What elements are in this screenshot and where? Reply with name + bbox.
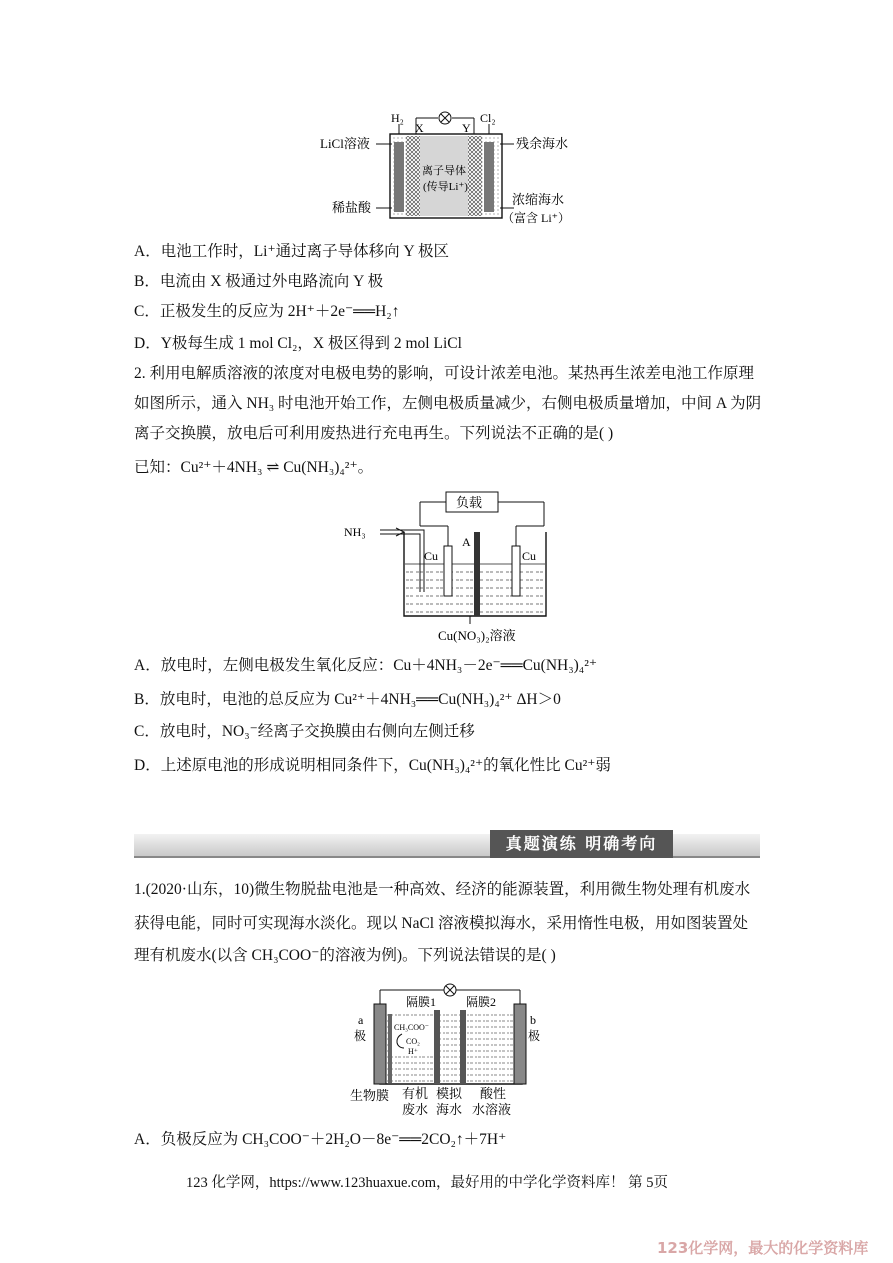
fig3-b1: b bbox=[530, 1013, 536, 1027]
q2-stem-2: 如图所示，通入 NH₃ 时电池开始工作，左侧电极质量减少，右侧电极质量增加，中间 A 为阴 bbox=[134, 395, 762, 412]
fig2-nh3: NH₃ bbox=[344, 525, 366, 539]
fig3-membrane2: 隔膜2 bbox=[466, 995, 497, 1009]
fig1-conductor2: (传导Li⁺) bbox=[423, 181, 468, 193]
q2-option-c: C．放电时，NO₃⁻经离子交换膜由右侧向左侧迁移 bbox=[134, 723, 475, 740]
fig3-co2: CO₂ bbox=[406, 1037, 420, 1046]
fig3-biofilm: 生物膜 bbox=[350, 1088, 390, 1103]
q1-option-c: C．正极发生的反应为 2H⁺＋2e⁻══H₂↑ bbox=[134, 303, 400, 320]
fig3-hplus: H⁺ bbox=[408, 1047, 418, 1056]
fig3-b2: 极 bbox=[528, 1029, 541, 1043]
watermark: 123化学网，最大的化学资料库 bbox=[657, 1239, 869, 1257]
q1-option-d: D．Y极每生成 1 mol Cl₂，X 极区得到 2 mol LiCl bbox=[134, 335, 462, 352]
section-banner bbox=[134, 830, 760, 860]
fig3-a2: 极 bbox=[354, 1029, 367, 1043]
q3-stem-3: 理有机废水(以含 CH₃COO⁻的溶液为例)。下列说法错误的是( ) bbox=[134, 947, 556, 964]
q3-option-a: A．负极反应为 CH₃COO⁻＋2H₂O－8e⁻══2CO₂↑＋7H⁺ bbox=[134, 1131, 507, 1148]
figure-lithium-cell bbox=[316, 108, 586, 228]
fig1-x: X bbox=[415, 121, 424, 135]
fig2-load: 负载 bbox=[456, 495, 483, 510]
fig1-y: Y bbox=[462, 121, 471, 135]
fig2-a: A bbox=[462, 535, 471, 549]
q3-stem-1: 1.(2020·山东，10)微生物脱盐电池是一种高效、经济的能源装置，利用微生物处理有机废水 bbox=[134, 881, 751, 898]
q1-option-b: B．电流由 X 极通过外电路流向 Y 极 bbox=[134, 273, 384, 290]
fig2-solution: Cu(NO₃)₂溶液 bbox=[438, 628, 516, 643]
fig3-ch3coo: CH₃COO⁻ bbox=[394, 1023, 430, 1032]
section-title: 真题演练 明确考向 bbox=[490, 830, 673, 858]
fig3-organic1: 有机 bbox=[402, 1086, 429, 1101]
fig2-cu-right: Cu bbox=[522, 549, 537, 563]
fig1-hcl: 稀盐酸 bbox=[332, 200, 372, 215]
fig3-organic2: 废水 bbox=[402, 1102, 429, 1117]
fig1-h2: H₂ bbox=[391, 111, 404, 125]
fig1-licl: LiCl溶液 bbox=[320, 136, 370, 151]
fig1-concentrated: 浓缩海水 bbox=[512, 192, 565, 207]
q2-stem-1: 2. 利用电解质溶液的浓度对电极电势的影响，可设计浓差电池。某热再生浓差电池工作原理 bbox=[134, 365, 755, 382]
q2-option-d: D．上述原电池的形成说明相同条件下，Cu(NH₃)₄²⁺的氧化性比 Cu²⁺弱 bbox=[134, 757, 611, 774]
q1-option-a: A．电池工作时，Li⁺通过离子导体移向 Y 极区 bbox=[134, 243, 450, 260]
fig3-sim2: 海水 bbox=[436, 1102, 463, 1117]
figure-concentration-cell bbox=[340, 488, 570, 648]
fig3-acid2: 水溶液 bbox=[472, 1102, 512, 1117]
fig1-conductor1: 离子导体 bbox=[422, 165, 466, 177]
q2-option-a: A．放电时，左侧电极发生氧化反应：Cu＋4NH₃－2e⁻══Cu(NH₃)₄²⁺ bbox=[134, 657, 598, 674]
fig2-cu-left: Cu bbox=[424, 549, 439, 563]
q3-stem-2: 获得电能，同时可实现海水淡化。现以 NaCl 溶液模拟海水，采用惰性电极，用如图装置处 bbox=[134, 915, 748, 932]
fig3-sim1: 模拟 bbox=[436, 1086, 463, 1101]
q2-stem-3: 离子交换膜，放电后可利用废热进行充电再生。下列说法不正确的是( ) bbox=[134, 425, 614, 442]
fig1-residual: 残余海水 bbox=[516, 136, 569, 151]
figure-desalination-cell bbox=[350, 976, 550, 1120]
fig3-a1: a bbox=[358, 1013, 364, 1027]
q2-option-b: B．放电时，电池的总反应为 Cu²⁺＋4NH₃══Cu(NH₃)₄²⁺ ΔH＞0 bbox=[134, 691, 561, 708]
q2-known: 已知：Cu²⁺＋4NH₃ ⇌ Cu(NH₃)₄²⁺。 bbox=[134, 459, 374, 476]
fig1-cl2: Cl₂ bbox=[480, 111, 496, 125]
page-footer: 123 化学网，https://www.123huaxue.com，最好用的中学化学资料库！ 第 5页 bbox=[186, 1175, 668, 1191]
fig1-rich: （富含 Li⁺） bbox=[502, 211, 570, 225]
fig3-acid1: 酸性 bbox=[480, 1086, 507, 1101]
fig3-membrane1: 隔膜1 bbox=[406, 995, 437, 1009]
